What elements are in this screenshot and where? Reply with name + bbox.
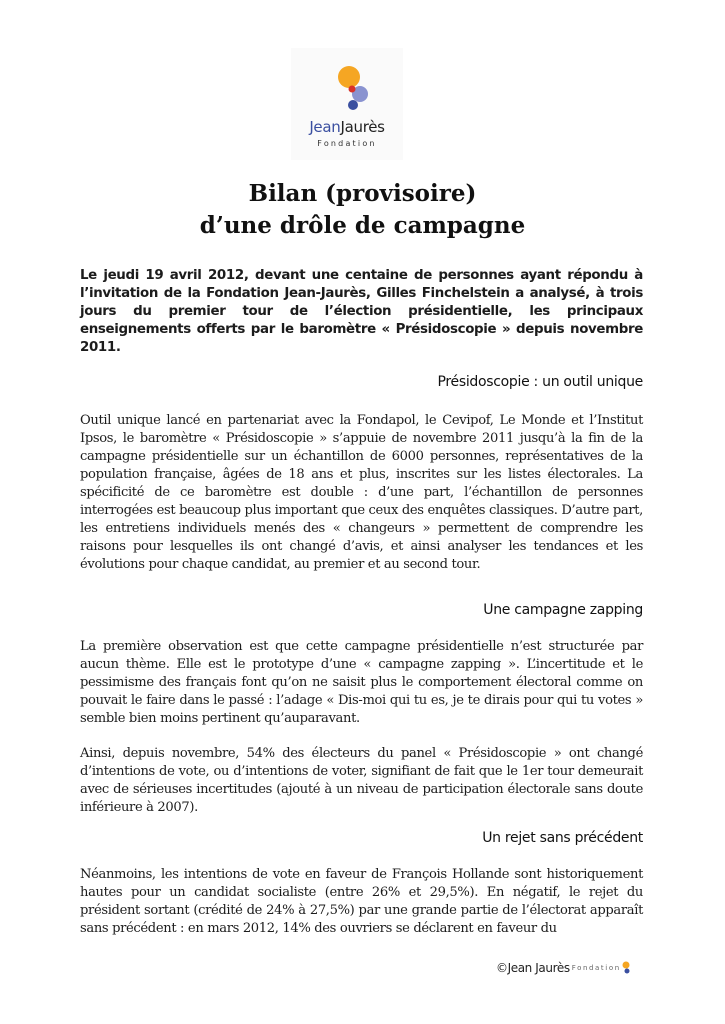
section-paragraph: Ainsi, depuis novembre, 54% des électeurs du panel « Présidoscopie » ont changé d’intentions de vote, ou d’intentions de voter, signifiant de fait que le 1er tour demeurait avec de sérieuses incertitudes (ajouté à un niveau de participation électorale sans doute inférieure à 2007). (80, 746, 643, 815)
intro-paragraph: Le jeudi 19 avril 2012, devant une centaine de personnes ayant répondu à l’invitation de la Fondation Jean-Jaurès, Gilles Finchelstein a analysé, à trois jours du premier tour de l’élection présidentielle, les principaux enseignements offerts par le baromètre « Présidoscopie » depuis novembre 2011. (80, 268, 643, 355)
fondation-jean-jaures-logo (291, 48, 403, 160)
logo-name-jaures: Jaurès (340, 118, 385, 136)
document-title (0, 178, 725, 242)
title-line-1: Bilan (provisoire) (248, 180, 477, 207)
footer-subtitle: Fondation (571, 964, 621, 972)
footer (496, 958, 631, 978)
logo-name-jean: Jean (309, 118, 341, 136)
footer-copyright: ©Jean Jaurès (496, 961, 570, 975)
section-heading-presidoscopie: Présidoscopie : un outil unique (437, 374, 643, 390)
section-paragraph: Néanmoins, les intentions de vote en faveur de François Hollande sont historiquement hautes pour un candidat socialiste (entre 26% et 29,5%). En négatif, le rejet du président sortant (crédité de 24% à 27,5%) par une grande partie de l’électorat apparaît sans précédent : en mars 2012, 14% des ouvriers se déclarent en faveur du (80, 867, 643, 936)
section-heading-campagne-zapping: Une campagne zapping (483, 602, 643, 618)
section-heading-rejet: Un rejet sans précédent (482, 830, 643, 846)
logo-blue-circle (348, 100, 358, 110)
logo-orange-circle (338, 66, 360, 88)
section-paragraph: Outil unique lancé en partenariat avec la Fondapol, le Cevipof, Le Monde et l’Institut Ipsos, le baromètre « Présidoscopie » s’appuie de novembre 2011 jusqu’à la fin de la campagne présidentielle sur un échantillon de 6000 personnes, représentatives de la population française, âgées de 18 ans et plus, inscrites sur les listes électorales. La spécificité de ce baromètre est double : d’une part, l’échantillon de personnes interrogées est beaucoup plus important que ceux des enquêtes classiques. D’autre part, les entretiens individuels menés des « changeurs » permettent de comprendre les raisons pour lesquelles ils ont changé d’avis, et ainsi analyser les tendances et les évolutions pour chaque candidat, au premier et au second tour. (80, 413, 643, 572)
logo-wordmark (291, 118, 403, 136)
logo-subtitle: Fondation (317, 139, 377, 148)
logo-red-circle (349, 86, 356, 93)
footer-logo-icon (621, 961, 631, 975)
logo-mark-icon (291, 48, 403, 128)
section-paragraph: La première observation est que cette campagne présidentielle n’est structurée par aucun thème. Elle est le prototype d’une « campagne zapping ». L’incertitude et le pessimisme des français font qu’on ne saisit plus le comportement électoral comme on pouvait le faire dans le passé : l’adage « Dis-moi qui tu es, je te dirais pour qui tu votes » semble bien moins pertinent qu’auparavant. (80, 639, 643, 726)
title-line-2: d’une drôle de campagne (199, 212, 526, 239)
